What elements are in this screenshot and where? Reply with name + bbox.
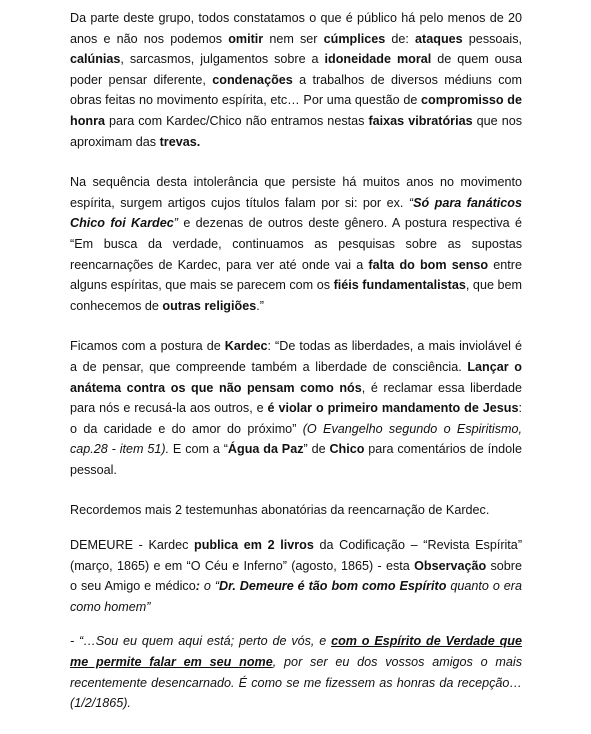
text-run: e dezenas de outros deste gênero. A postura respectiva é “Em busca da verdade, continuamos as pesquisas sobre as supostas reencarnações de Kardec, para ver até onde vai a xyxy=(70,216,522,272)
text-run: para comentários de índole pessoal. xyxy=(70,442,522,477)
text-run: com o Espírito de Verdade que me permite falar em seu nome xyxy=(70,634,522,670)
text-run: a trabalhos de diversos médiuns com obras feitas no movimento espírita, etc… Por uma questão de xyxy=(70,72,522,108)
text-run: outras religiões xyxy=(162,298,257,313)
text-run: Observação xyxy=(414,558,487,573)
text-run: nem ser xyxy=(263,31,324,46)
paragraph-4 xyxy=(70,500,522,521)
text-run: faixas vibratórias xyxy=(368,113,473,128)
text-run: pessoais, xyxy=(462,31,523,46)
text-run: calúnias xyxy=(70,52,121,67)
text-run: , é reclamar essa liberdade para nós e recusá-la aos outros, e xyxy=(70,380,522,416)
text-run: sobre o seu Amigo e médico xyxy=(70,558,522,594)
text-run: omitir xyxy=(228,31,264,46)
text-run: Kardec xyxy=(224,339,268,354)
text-run: Só para fanáticos Chico foi Kardec xyxy=(70,195,522,231)
text-run: Chico xyxy=(329,442,365,457)
text-run: : o da caridade e do amor do próximo” xyxy=(70,401,522,436)
text-run: , que bem conhecemos de xyxy=(70,278,522,313)
text-run: - “…Sou eu quem aqui está; perto de vós, e xyxy=(70,634,332,649)
text-run: de quem ousa poder pensar diferente, xyxy=(70,52,522,87)
paragraph-6 xyxy=(70,631,522,713)
text-run: quanto o era como homem” xyxy=(70,579,522,614)
text-run: o “ xyxy=(199,579,220,594)
text-run: entre alguns espíritas, que mais se parecem com os xyxy=(70,257,522,293)
text-run: ” xyxy=(173,216,178,231)
text-run: : “De todas as liberdades, a mais inviolável é a de pensar, que compreende também a liberdade de consciência. xyxy=(70,339,523,374)
text-run: .” xyxy=(256,298,264,313)
text-run: Da parte deste grupo, todos constatamos o que é público há pelo menos de 20 anos e não nos podemos xyxy=(70,11,522,46)
text-run: Ficamos com a postura de xyxy=(70,339,225,354)
paragraph-3 xyxy=(70,336,522,480)
text-run: para com Kardec/Chico não entramos nestas xyxy=(104,113,369,128)
text-run: é violar o primeiro mandamento de Jesus xyxy=(267,401,519,416)
text-run: compromisso de honra xyxy=(70,93,522,128)
text-run: “ xyxy=(408,195,414,210)
text-run: , por ser eu dos vossos amigos o mais recentemente desencarnado. É como se me fizessem as honras da recepção… (1/2/1865). xyxy=(70,655,523,711)
text-run: que nos aproximam das xyxy=(70,113,522,149)
text-run: Dr. Demeure é tão bom como Espírito xyxy=(219,579,447,594)
text-run: cúmplices xyxy=(323,31,386,46)
text-run: (O Evangelho segundo o Espiritismo, cap.28 - item 51). xyxy=(70,421,522,457)
text-run: da Codificação – “Revista Espírita” (março, 1865) e em “O Céu e Inferno” (agosto, 1865) - esta xyxy=(70,538,523,573)
text-run: DEMEURE - Kardec xyxy=(70,538,195,553)
text-run: Lançar o anátema contra os que não pensam como nós xyxy=(70,359,522,395)
paragraph-5 xyxy=(70,535,522,617)
text-run: , sarcasmos, julgamentos sobre a xyxy=(120,52,325,67)
text-run: de: xyxy=(385,31,416,46)
text-run: Na sequência desta intolerância que persiste há muitos anos no movimento espírita, surgem artigos cujos títulos falam por si: por ex. xyxy=(70,175,522,210)
text-run: E com a “ xyxy=(169,442,228,457)
text-run: Água da Paz xyxy=(227,442,304,457)
text-run: falta do bom senso xyxy=(368,257,489,272)
text-run: publica em 2 livros xyxy=(194,538,314,553)
text-run: condenações xyxy=(212,72,293,87)
paragraph-1 xyxy=(70,8,522,152)
text-run: ataques xyxy=(415,31,463,46)
text-run: idoneidade moral xyxy=(324,52,432,67)
text-run: ” de xyxy=(303,442,330,457)
text-run: : xyxy=(195,579,200,594)
document-page xyxy=(70,8,522,734)
text-run: fiéis fundamentalistas xyxy=(333,278,466,293)
text-run: Recordemos mais 2 testemunhas abonatórias da reencarnação de Kardec. xyxy=(70,503,490,518)
paragraph-2 xyxy=(70,172,522,316)
text-run: trevas. xyxy=(159,134,201,149)
